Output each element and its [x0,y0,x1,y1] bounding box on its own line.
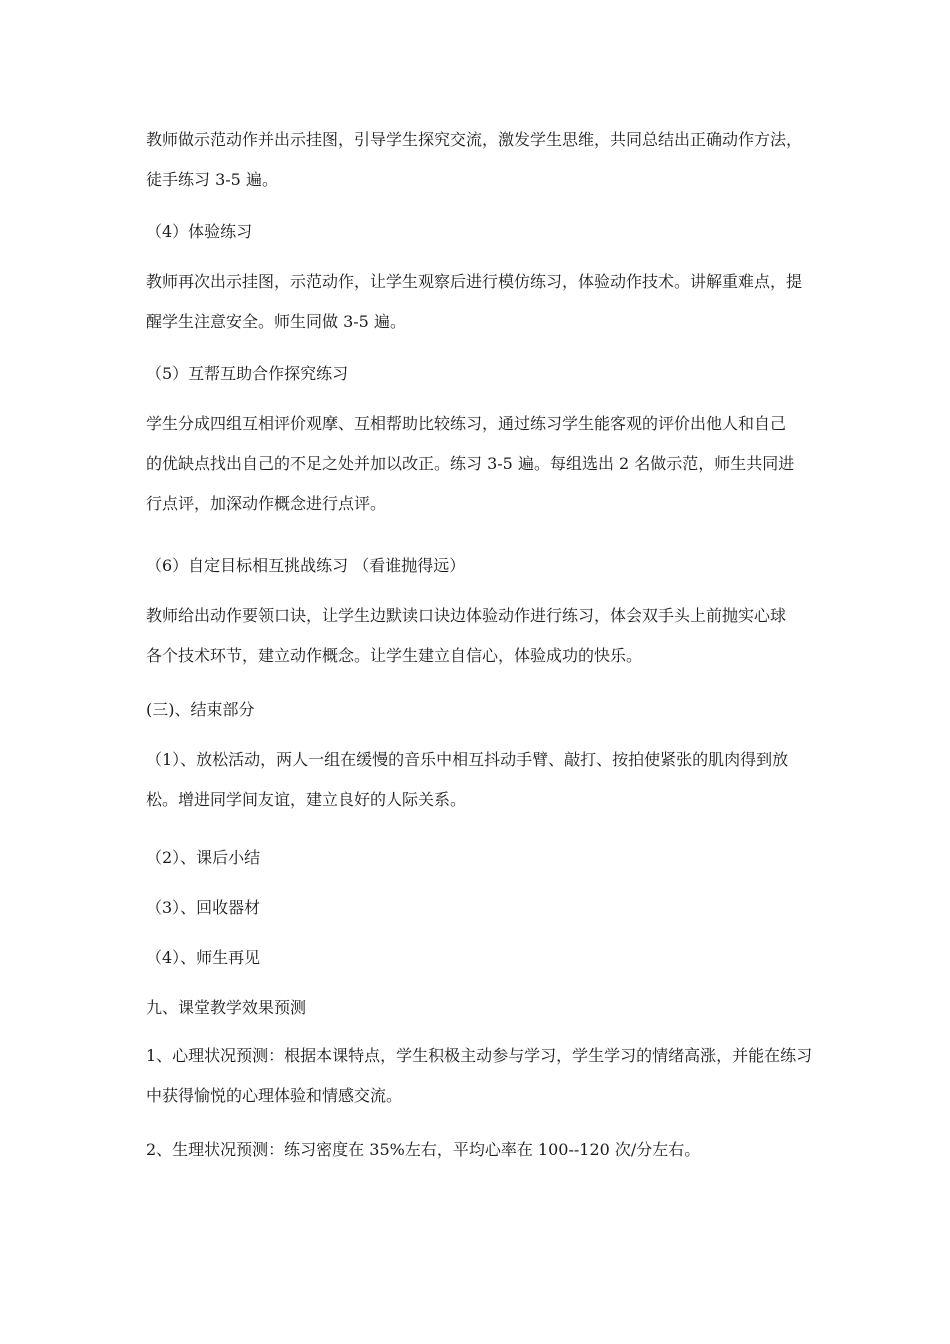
text-line: 中获得愉悦的心理体验和情感交流。 [146,1086,403,1105]
item-collect-equipment [146,888,816,928]
heading-ending-section [146,690,816,730]
heading-experience-practice [146,212,816,252]
text-line: 行点评，加深动作概念进行点评。 [146,494,387,513]
text-line: 醒学生注意安全。师生同做 3-5 遍。 [146,312,406,331]
paragraph-experience-practice [146,262,816,342]
text-line: 松。增进同学间友谊，建立良好的人际关系。 [146,790,467,809]
text-line: 1、心理状况预测：根据本课特点，学生积极主动参与学习，学生学习的情绪高涨，并能在练习 [146,1046,813,1065]
text-line: 徒手练习 3-5 遍。 [146,170,278,189]
text-line: 教师给出动作要领口诀，让学生边默读口诀边体验动作进行练习，体会双手头上前抛实心球 [146,606,787,625]
text-line: 的优缺点找出自己的不足之处并加以改正。练习 3-5 遍。每组选出 2 名做示范，师生共同进 [146,454,795,473]
text-line: 学生分成四组互相评价观摩、互相帮助比较练习，通过练习学生能客观的评价出他人和自己 [146,414,787,433]
paragraph-physiological-prediction [146,1130,816,1170]
heading-cooperative-practice [146,354,816,394]
text-line: （6）自定目标相互挑战练习 （看谁抛得远） [146,556,466,575]
paragraph-challenge-practice [146,596,816,676]
paragraph-relaxation [146,740,816,820]
heading-effect-prediction [146,988,816,1028]
paragraph-cooperative-practice [146,404,816,524]
text-line: (三)、结束部分 [146,700,255,719]
text-line: （5）互帮互助合作探究练习 [146,364,349,383]
text-line: （4）、师生再见 [146,948,261,967]
paragraph-psychological-prediction [146,1036,816,1116]
item-goodbye [146,938,816,978]
text-line: 教师做示范动作并出示挂图，引导学生探究交流，激发学生思维，共同总结出正确动作方法， [146,130,803,149]
text-line: 教师再次出示挂图，示范动作，让学生观察后进行模仿练习，体验动作技术。讲解重难点，提 [146,272,803,291]
text-line: 九、课堂教学效果预测 [146,998,307,1017]
text-line: 2、生理状况预测：练习密度在 35%左右，平均心率在 100--120 次/分左右。 [146,1140,701,1159]
text-line: （2）、课后小结 [146,848,261,867]
text-line: 各个技术环节，建立动作概念。让学生建立自信心，体验成功的快乐。 [146,646,643,665]
item-class-summary [146,838,816,878]
text-line: （4）体验练习 [146,222,253,241]
heading-challenge-practice [146,546,816,586]
text-line: （3）、回收器材 [146,898,261,917]
paragraph-demonstration [146,120,816,200]
text-line: （1）、放松活动，两人一组在缓慢的音乐中相互抖动手臂、敲打、按拍使紧张的肌肉得到放 [146,750,789,769]
